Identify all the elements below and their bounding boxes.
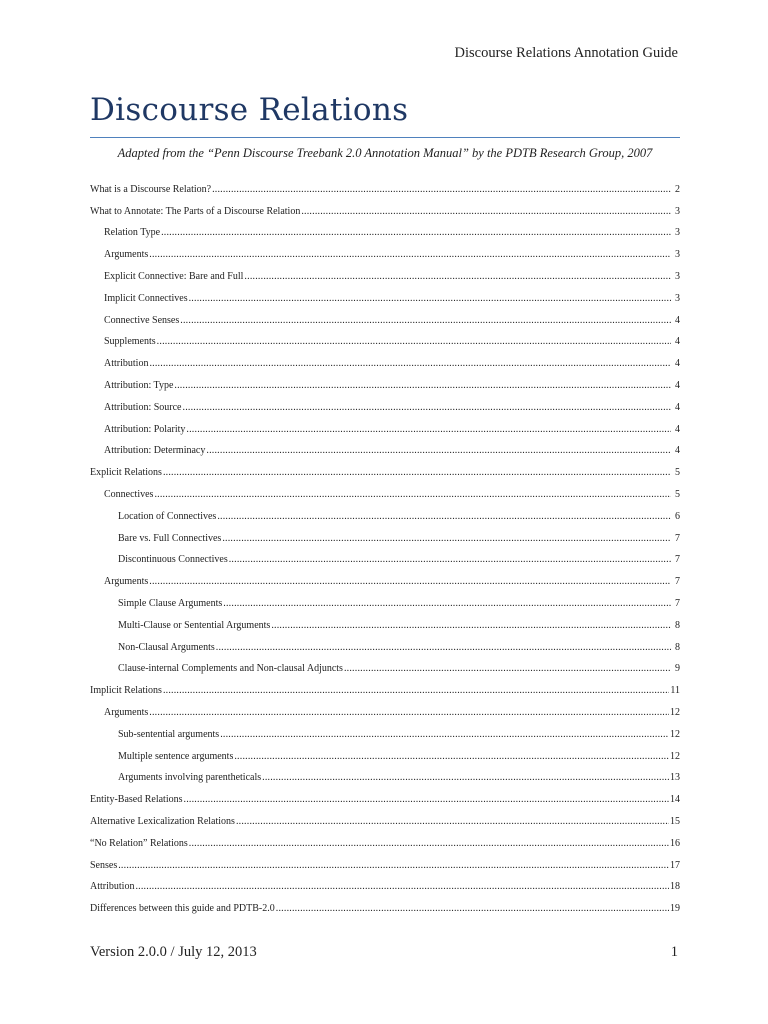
toc-dot-leader xyxy=(118,860,669,871)
toc-entry-page: 18 xyxy=(670,881,680,893)
toc-entry[interactable] xyxy=(90,500,680,522)
toc-dot-leader xyxy=(216,642,671,653)
toc-entry-page: 3 xyxy=(675,270,680,282)
toc-dot-leader xyxy=(174,380,671,391)
toc-entry[interactable] xyxy=(90,609,680,631)
toc-entry-title: Arguments xyxy=(104,706,149,718)
toc-dot-leader xyxy=(222,533,671,544)
toc-entry-title: What is a Discourse Relation? xyxy=(90,183,212,195)
toc-entry[interactable] xyxy=(90,849,680,871)
toc-entry[interactable] xyxy=(90,740,680,762)
toc-dot-leader xyxy=(184,794,670,805)
toc-entry-title: Differences between this guide and PDTB-2.0 xyxy=(90,903,275,915)
toc-entry[interactable] xyxy=(90,238,680,260)
toc-entry[interactable] xyxy=(90,173,680,195)
toc-entry-page: 6 xyxy=(675,510,680,522)
toc-entry-page: 12 xyxy=(670,728,680,740)
toc-dot-leader xyxy=(183,402,672,413)
toc-entry[interactable] xyxy=(90,544,680,566)
toc-entry-title: Location of Connectives xyxy=(118,510,217,522)
toc-entry-title: Attribution xyxy=(90,881,135,893)
toc-dot-leader xyxy=(229,554,671,565)
toc-entry[interactable] xyxy=(90,783,680,805)
toc-entry-title: Sub-sentential arguments xyxy=(118,728,220,740)
page-title: Discourse Relations xyxy=(90,92,409,128)
toc-entry-page: 3 xyxy=(675,227,680,239)
toc-entry-title: Arguments involving parentheticals xyxy=(118,772,262,784)
toc-dot-leader xyxy=(220,729,669,740)
toc-dot-leader xyxy=(206,445,671,456)
toc-entry[interactable] xyxy=(90,217,680,239)
toc-entry-page: 5 xyxy=(675,488,680,500)
toc-entry-page: 7 xyxy=(675,554,680,566)
toc-entry[interactable] xyxy=(90,892,680,914)
toc-entry-page: 7 xyxy=(675,597,680,609)
toc-dot-leader xyxy=(157,336,671,347)
toc-entry-title: Relation Type xyxy=(104,227,161,239)
toc-entry[interactable] xyxy=(90,391,680,413)
toc-entry-page: 4 xyxy=(675,358,680,370)
toc-dot-leader xyxy=(223,598,671,609)
toc-entry-page: 16 xyxy=(670,837,680,849)
toc-dot-leader xyxy=(271,620,671,631)
toc-entry[interactable] xyxy=(90,369,680,391)
toc-entry[interactable] xyxy=(90,347,680,369)
toc-entry-title: Implicit Connectives xyxy=(104,292,188,304)
toc-entry-page: 17 xyxy=(670,859,680,871)
toc-entry-page: 4 xyxy=(675,379,680,391)
toc-entry-page: 8 xyxy=(675,619,680,631)
toc-entry[interactable] xyxy=(90,827,680,849)
toc-entry[interactable] xyxy=(90,456,680,478)
toc-entry[interactable] xyxy=(90,304,680,326)
toc-entry-title: Arguments xyxy=(104,249,149,261)
toc-entry-title: Discontinuous Connectives xyxy=(118,554,228,566)
toc-entry-page: 3 xyxy=(675,249,680,261)
toc-entry-title: Implicit Relations xyxy=(90,685,162,697)
toc-entry-page: 4 xyxy=(675,336,680,348)
toc-entry[interactable] xyxy=(90,435,680,457)
toc-dot-leader xyxy=(149,707,669,718)
toc-dot-leader xyxy=(236,816,669,827)
toc-entry-title: Explicit Relations xyxy=(90,467,162,479)
toc-entry[interactable] xyxy=(90,565,680,587)
toc-dot-leader xyxy=(149,576,671,587)
running-header: Discourse Relations Annotation Guide xyxy=(454,45,678,61)
toc-dot-leader xyxy=(344,663,671,674)
toc-entry[interactable] xyxy=(90,260,680,282)
toc-entry-page: 2 xyxy=(675,183,680,195)
subtitle: Adapted from the “Penn Discourse Treebank 2.0 Annotation Manual” by the PDTB Research Group, 2007 xyxy=(117,146,653,160)
toc-dot-leader xyxy=(276,903,669,914)
toc-entry[interactable] xyxy=(90,718,680,740)
toc-entry-page: 15 xyxy=(670,815,680,827)
toc-entry[interactable] xyxy=(90,587,680,609)
toc-dot-leader xyxy=(244,271,671,282)
toc-entry-page: 7 xyxy=(675,532,680,544)
toc-entry[interactable] xyxy=(90,326,680,348)
toc-entry-title: What to Annotate: The Parts of a Discourse Relation xyxy=(90,205,301,217)
toc-entry-page: 4 xyxy=(675,445,680,457)
toc-dot-leader xyxy=(135,881,669,892)
toc-dot-leader xyxy=(180,315,671,326)
toc-entry-title: “No Relation” Relations xyxy=(90,837,188,849)
toc-entry-page: 5 xyxy=(675,467,680,479)
toc-entry-title: Explicit Connective: Bare and Full xyxy=(104,270,244,282)
toc-dot-leader xyxy=(161,227,671,238)
toc-entry[interactable] xyxy=(90,522,680,544)
toc-entry-title: Attribution: Determinacy xyxy=(104,445,206,457)
toc-dot-leader xyxy=(149,249,671,260)
toc-entry-title: Attribution xyxy=(104,358,149,370)
toc-entry-title: Attribution: Source xyxy=(104,401,182,413)
toc-entry-page: 4 xyxy=(675,314,680,326)
toc-entry-title: Senses xyxy=(90,859,118,871)
toc-entry[interactable] xyxy=(90,871,680,893)
toc-dot-leader xyxy=(234,751,669,762)
toc-entry-page: 19 xyxy=(670,903,680,915)
toc-dot-leader xyxy=(189,293,671,304)
toc-entry-title: Multiple sentence arguments xyxy=(118,750,234,762)
toc-dot-leader xyxy=(149,358,671,369)
footer-page-number: 1 xyxy=(670,944,678,960)
toc-entry-page: 12 xyxy=(670,750,680,762)
toc-entry-page: 13 xyxy=(670,772,680,784)
toc-entry-page: 12 xyxy=(670,706,680,718)
toc-entry-title: Clause-internal Complements and Non-clausal Adjuncts xyxy=(118,663,343,675)
toc-dot-leader xyxy=(217,511,671,522)
toc-entry-page: 14 xyxy=(670,794,680,806)
toc-entry[interactable] xyxy=(90,478,680,500)
toc-entry-page: 3 xyxy=(675,292,680,304)
toc-entry[interactable] xyxy=(90,674,680,696)
toc-entry[interactable] xyxy=(90,805,680,827)
toc-entry-title: Connective Senses xyxy=(104,314,180,326)
toc-entry-title: Attribution: Polarity xyxy=(104,423,186,435)
toc-entry-title: Simple Clause Arguments xyxy=(118,597,223,609)
toc-entry-page: 3 xyxy=(675,205,680,217)
toc-dot-leader xyxy=(301,206,671,217)
toc-entry-page: 9 xyxy=(675,663,680,675)
toc-dot-leader xyxy=(262,772,669,783)
toc-entry[interactable] xyxy=(90,696,680,718)
toc-entry-title: Attribution: Type xyxy=(104,379,174,391)
toc-entry-title: Alternative Lexicalization Relations xyxy=(90,815,235,827)
toc-entry-page: 11 xyxy=(670,685,680,697)
toc-entry-title: Bare vs. Full Connectives xyxy=(118,532,222,544)
toc-entry[interactable] xyxy=(90,413,680,435)
table-of-contents xyxy=(90,173,680,914)
toc-entry-title: Entity-Based Relations xyxy=(90,794,183,806)
toc-dot-leader xyxy=(189,838,669,849)
toc-entry-title: Non-Clausal Arguments xyxy=(118,641,215,653)
toc-dot-leader xyxy=(163,467,671,478)
toc-entry-page: 7 xyxy=(675,576,680,588)
toc-entry-title: Arguments xyxy=(104,576,149,588)
toc-dot-leader xyxy=(154,489,671,500)
toc-entry[interactable] xyxy=(90,631,680,653)
footer-version: Version 2.0.0 / July 12, 2013 xyxy=(90,944,257,960)
toc-dot-leader xyxy=(186,424,671,435)
toc-entry[interactable] xyxy=(90,195,680,217)
toc-entry-title: Multi-Clause or Sentential Arguments xyxy=(118,619,271,631)
toc-entry-page: 4 xyxy=(675,423,680,435)
toc-dot-leader xyxy=(163,685,669,696)
toc-entry[interactable] xyxy=(90,282,680,304)
toc-entry[interactable] xyxy=(90,653,680,675)
toc-entry-page: 4 xyxy=(675,401,680,413)
toc-entry-title: Connectives xyxy=(104,488,154,500)
title-underline xyxy=(90,137,680,138)
toc-entry-title: Supplements xyxy=(104,336,156,348)
toc-entry[interactable] xyxy=(90,762,680,784)
toc-entry-page: 8 xyxy=(675,641,680,653)
toc-dot-leader xyxy=(212,184,671,195)
